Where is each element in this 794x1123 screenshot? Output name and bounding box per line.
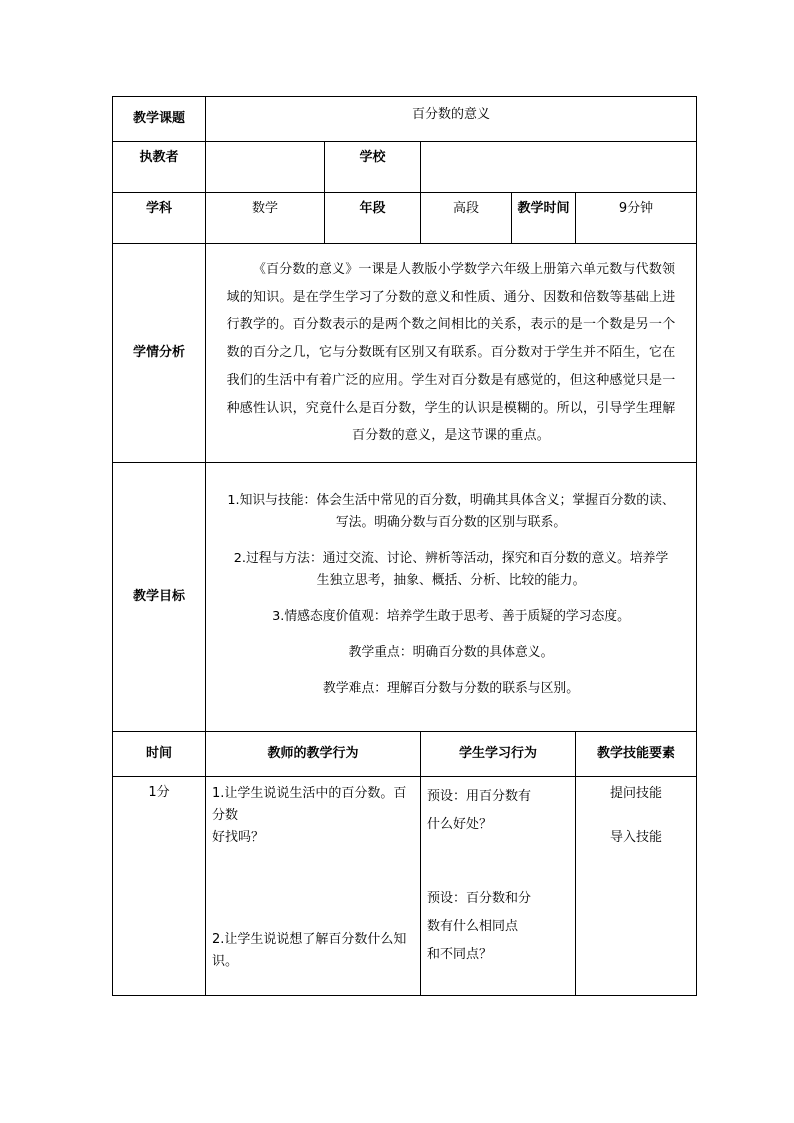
teacher-actions	[206, 777, 421, 996]
grade-value: 高段	[421, 193, 512, 244]
school-label: 学校	[325, 142, 421, 193]
lesson-plan-table	[112, 96, 697, 996]
goal-item: 2.过程与方法：通过交流、讨论、辨析等活动，探究和百分数的意义。培养学 生独立思考，抽象、概括、分析、比较的能力。	[233, 551, 669, 588]
header-teacher-actions: 教师的教学行为	[206, 732, 421, 777]
time-value: 9分钟	[576, 193, 697, 244]
course-title: 百分数的意义	[206, 97, 697, 142]
analysis-text	[206, 244, 697, 463]
header-skills: 教学技能要素	[576, 732, 697, 777]
subject-row	[113, 193, 697, 244]
subject-label: 学科	[113, 193, 206, 244]
analysis-label: 学情分析	[113, 244, 206, 463]
key-point: 教学重点：明确百分数的具体意义。	[348, 645, 554, 660]
skill-introduction: 导入技能	[610, 830, 663, 845]
analysis-line: 种感性认识，究竟什么是百分数，学生的认识是模糊的。所以，引导学生理解	[226, 400, 676, 416]
analysis-line: 行教学的。百分数表示的是两个数之间相比的关系，表示的是一个数是另一个	[226, 317, 676, 333]
course-row	[113, 97, 697, 142]
grade-label: 年段	[325, 193, 421, 244]
teacher-step-1-cont: 好找吗？	[212, 830, 265, 845]
goal-item: 3.情感态度价值观：培养学生敢于思考、善于质疑的学习态度。	[272, 609, 630, 624]
student-expect-1: 预设：用百分数有	[427, 789, 532, 804]
teacher-value	[206, 142, 325, 193]
process-header-row	[113, 732, 697, 777]
header-time: 时间	[113, 732, 206, 777]
difficult-point: 教学难点：理解百分数与分数的联系与区别。	[323, 681, 579, 696]
teacher-step-2: 2.让学生说说想了解百分数什么知识。	[212, 932, 407, 969]
course-label: 教学课题	[113, 97, 206, 142]
header-student-actions: 学生学习行为	[421, 732, 576, 777]
teacher-label: 执教者	[113, 142, 206, 193]
goal-item: 1.知识与技能：体会生活中常见的百分数，明确其具体含义；掌握百分数的读、 写法。明确分数与百分数的区别与联系。	[227, 493, 675, 530]
student-expect-1-cont: 什么好处？	[427, 817, 493, 832]
analysis-line: 我们的生活中有着广泛的应用。学生对百分数是有感觉的，但这种感觉只是一	[226, 372, 676, 388]
time-label: 教学时间	[512, 193, 576, 244]
student-expect-2: 预设：百分数和分 数有什么相同点 和不同点？	[427, 891, 532, 962]
goals-text	[206, 463, 697, 732]
analysis-row	[113, 244, 697, 463]
goals-row	[113, 463, 697, 732]
analysis-line: 《百分数的意义》一课是人教版小学数学六年级上册第六单元数与代数领	[252, 262, 676, 278]
process-time: 1分	[113, 777, 206, 996]
goals-label: 教学目标	[113, 463, 206, 732]
analysis-line: 百分数的意义，是这节课的重点。	[352, 428, 551, 444]
skill-question: 提问技能	[610, 786, 663, 801]
school-value	[421, 142, 697, 193]
teacher-step-1: 1.让学生说说生活中的百分数。百分数	[212, 786, 407, 823]
process-row	[113, 777, 697, 996]
subject-value: 数学	[206, 193, 325, 244]
student-actions	[421, 777, 576, 996]
analysis-line: 数的百分之几，它与分数既有区别又有联系。百分数对于学生并不陌生，它在	[226, 345, 676, 361]
skill-elements	[576, 777, 697, 996]
teacher-row	[113, 142, 697, 193]
analysis-line: 域的知识。是在学生学习了分数的意义和性质、通分、因数和倍数等基础上进	[226, 289, 676, 305]
